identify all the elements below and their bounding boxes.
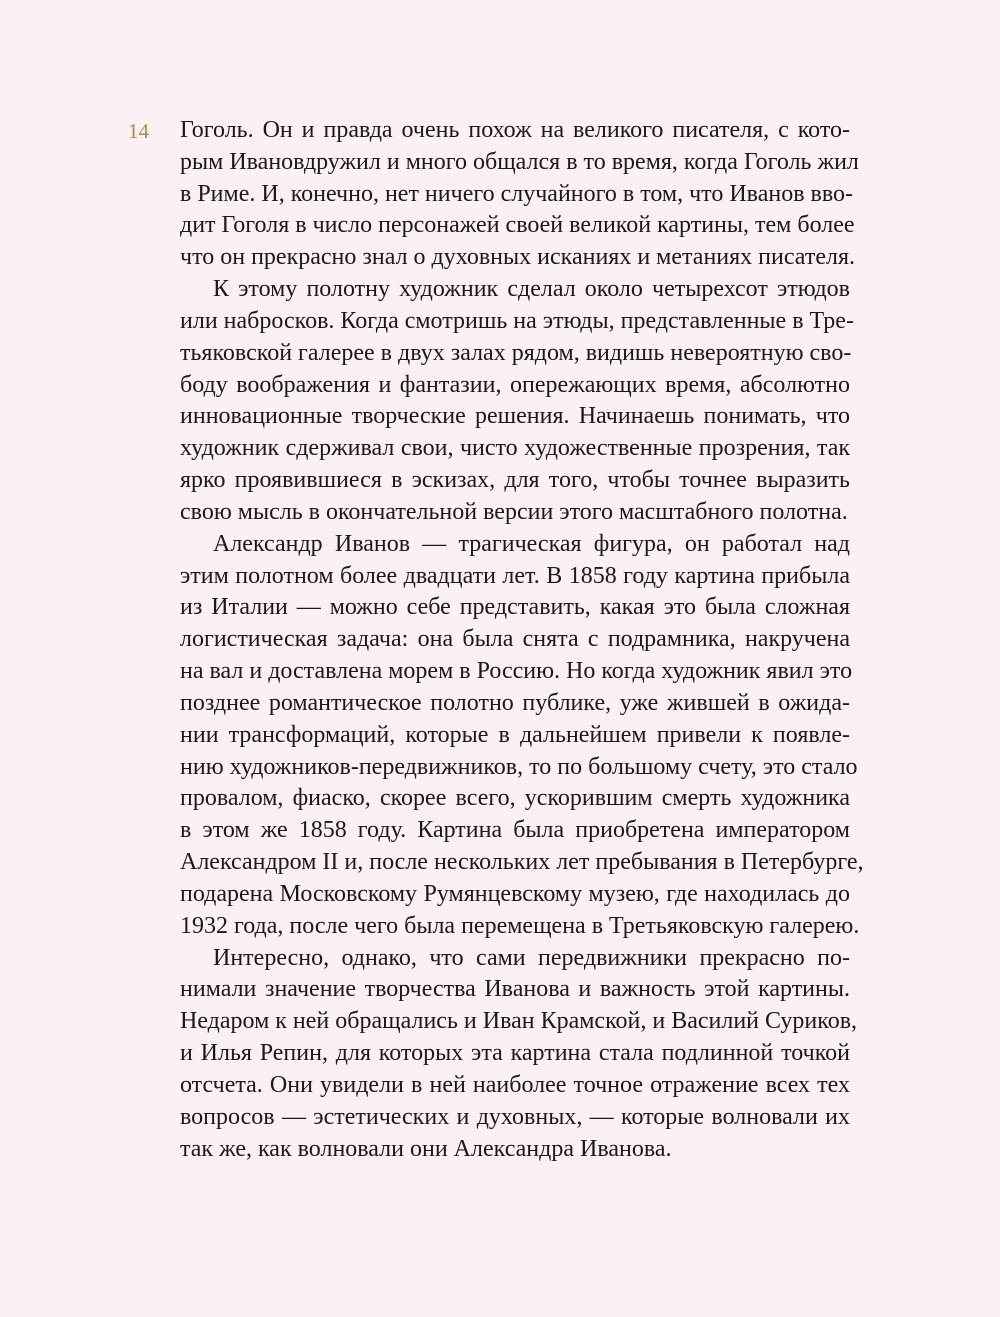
text-line: в этом же 1858 году. Картина была приобретена императором: [180, 817, 850, 844]
body-text: [180, 115, 864, 1165]
text-line: нии трансформаций, которые в дальнейшем привели к появле-: [180, 721, 850, 748]
text-line: нимали значение творчества Иванова и важность этой картины.: [180, 976, 850, 1003]
text-line: подарена Московскому Румянцевскому музею, где находилась до: [180, 880, 850, 907]
text-line: К этому полотну художник сделал около четырехсот этюдов: [213, 276, 850, 303]
text-line: рым Ивановдружил и много общался в то время, когда Гоголь жил: [180, 148, 859, 175]
text-line: и Илья Репин, для которых эта картина стала подлинной точкой: [180, 1040, 850, 1067]
text-line: отсчета. Они увидели в ней наиболее точное отражение всех тех: [180, 1071, 850, 1098]
text-line: или набросков. Когда смотришь на этюды, представленные в Тре-: [180, 307, 854, 334]
text-line: что он прекрасно знал о духовных исканиях и метаниях писателя.: [180, 244, 855, 271]
text-line: инновационные творческие решения. Начинаешь понимать, что: [180, 403, 850, 430]
text-line: нию художников-передвижников, то по большому счету, это стало: [180, 753, 858, 780]
text-line: боду воображения и фантазии, опережающих время, абсолютно: [180, 371, 850, 398]
paragraph: [180, 274, 854, 529]
paragraph: [180, 943, 858, 1166]
text-line: Интересно, однако, что сами передвижники прекрасно по-: [213, 944, 850, 971]
paragraph: [180, 115, 859, 274]
text-line: этим полотном более двадцати лет. В 1858 году картина прибыла: [180, 562, 850, 589]
text-line: 1932 года, после чего была перемещена в Третьяковскую галерею.: [180, 912, 860, 939]
text-line: логистическая задача: она была снята с подрамника, накручена: [180, 626, 850, 653]
text-line: из Италии — можно себе представить, какая это была сложная: [180, 594, 850, 621]
text-line: свою мысль в окончательной версии этого масштабного полотна.: [180, 498, 848, 525]
text-line: тьяковской галерее в двух залах рядом, видишь невероятную сво-: [180, 339, 852, 366]
text-line: в Риме. И, конечно, нет ничего случайного в том, что Иванов вво-: [180, 180, 854, 207]
paragraph: [180, 529, 864, 943]
text-line: Недаром к ней обращались и Иван Крамской, и Василий Суриков,: [180, 1008, 858, 1035]
text-line: Александром II и, после нескольких лет пребывания в Петербурге,: [180, 849, 864, 876]
text-line: дит Гоголя в число персонажей своей великой картины, тем более: [180, 212, 855, 239]
text-line: на вал и доставлена морем в Россию. Но когда художник явил это: [180, 658, 853, 685]
text-line: так же, как волновали они Александра Иванова.: [180, 1135, 672, 1162]
text-line: ярко проявившиеся в эскизах, для того, чтобы точнее выразить: [180, 467, 850, 494]
text-line: позднее романтическое полотно публике, уже жившей в ожида-: [180, 689, 850, 716]
text-line: провалом, фиаско, скорее всего, ускорившим смерть художника: [180, 785, 850, 812]
page-number: 14: [128, 119, 149, 143]
text-line: Александр Иванов — трагическая фигура, он работал над: [213, 530, 850, 557]
text-line: вопросов — эстетических и духовных, — которые волновали их: [180, 1103, 850, 1130]
text-line: художник сдерживал свои, чисто художественные прозрения, так: [180, 435, 850, 462]
text-line: Гоголь. Он и правда очень похож на великого писателя, с кото-: [180, 117, 850, 143]
